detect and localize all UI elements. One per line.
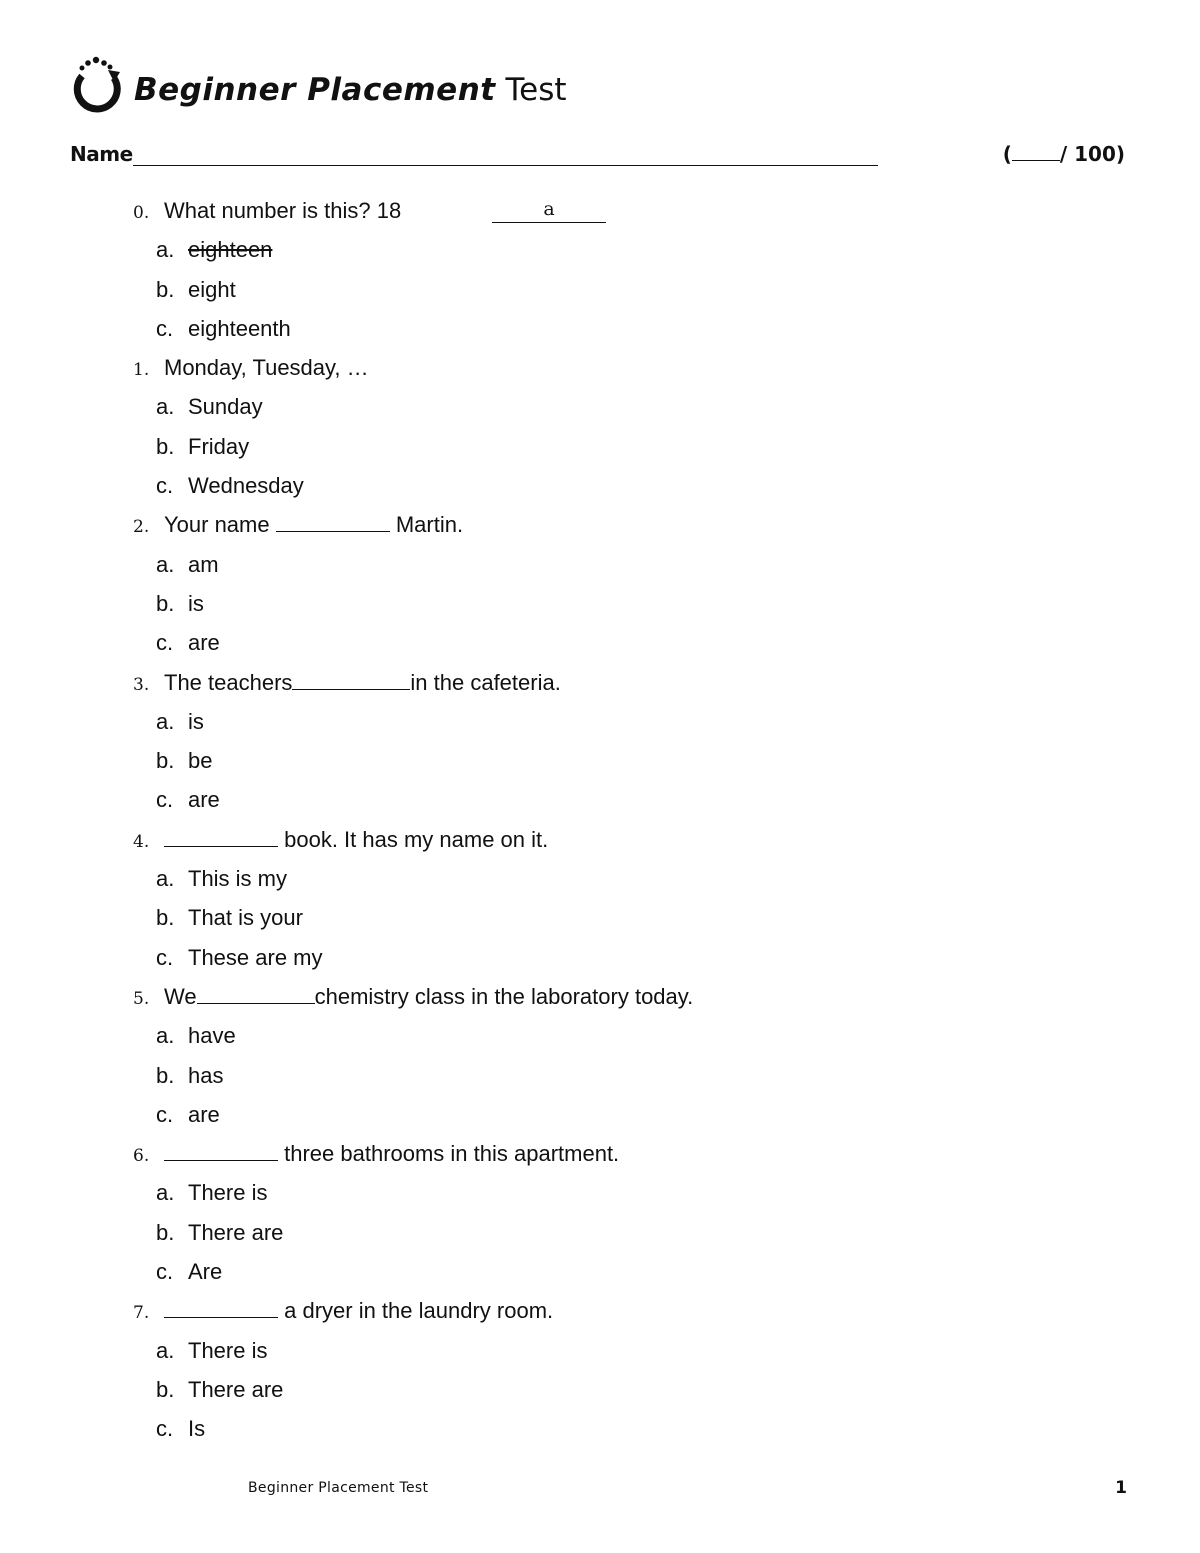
- option-text: Is: [188, 1416, 206, 1442]
- name-field[interactable]: [133, 165, 878, 166]
- option-letter: a.: [156, 1180, 175, 1206]
- question-text-after: book. It has my name on it.: [278, 826, 549, 852]
- option-0b[interactable]: [130, 275, 1130, 314]
- option-5b[interactable]: [130, 1061, 1130, 1100]
- question-number: 2.: [133, 517, 150, 538]
- question-text-after: three bathrooms in this apartment.: [278, 1141, 620, 1167]
- footer-title: Beginner Placement Test: [248, 1480, 429, 1496]
- question-7: [130, 1296, 1130, 1335]
- option-4a[interactable]: [130, 864, 1130, 903]
- option-letter: a.: [156, 237, 175, 263]
- question-text-after: chemistry class in the laboratory today.: [314, 983, 694, 1009]
- name-label: Name: [70, 142, 133, 166]
- option-7a[interactable]: [130, 1336, 1130, 1375]
- option-letter: a.: [156, 708, 175, 734]
- question-number: 3.: [133, 674, 150, 695]
- option-2c[interactable]: [130, 628, 1130, 667]
- option-6c[interactable]: [130, 1257, 1130, 1296]
- option-letter: a.: [156, 394, 175, 420]
- question-1: [130, 353, 1130, 392]
- page-title: [134, 72, 567, 108]
- option-1b[interactable]: [130, 432, 1130, 471]
- question-list: [130, 196, 1130, 1454]
- option-text: eighteen: [188, 237, 273, 263]
- question-text-after: in the cafeteria.: [410, 669, 561, 695]
- score-field[interactable]: [1012, 142, 1060, 161]
- question-3: [130, 668, 1130, 707]
- page-number: 1: [1115, 1478, 1127, 1498]
- question-number: 4.: [133, 831, 150, 852]
- question-text: What number is this? 18: [164, 198, 402, 223]
- fill-blank[interactable]: [197, 983, 315, 1004]
- option-text: Friday: [188, 433, 250, 459]
- question-number: 6.: [133, 1146, 150, 1167]
- question-text-after: a dryer in the laundry room.: [278, 1298, 554, 1324]
- option-2a[interactable]: [130, 550, 1130, 589]
- question-text-after: Martin.: [389, 512, 464, 538]
- question-number: 0.: [133, 203, 150, 223]
- option-letter: c.: [156, 787, 174, 813]
- option-text: Are: [188, 1259, 223, 1285]
- option-2b[interactable]: [130, 589, 1130, 628]
- option-text: There is: [188, 1180, 268, 1206]
- score-box: [1003, 142, 1125, 166]
- question-text-before: Your name: [164, 512, 270, 538]
- option-text: That is your: [188, 905, 303, 931]
- question-5: [130, 982, 1130, 1021]
- option-letter: a.: [156, 551, 175, 577]
- option-text: There is: [188, 1337, 268, 1363]
- fill-blank[interactable]: [292, 669, 410, 690]
- question-number: 1.: [133, 360, 150, 381]
- option-letter: c.: [156, 1101, 174, 1127]
- option-letter: b.: [156, 1376, 175, 1402]
- question-6: [130, 1139, 1130, 1178]
- option-letter: b.: [156, 748, 175, 774]
- option-text: is: [188, 708, 204, 734]
- option-6a[interactable]: [130, 1178, 1130, 1217]
- option-text: have: [188, 1023, 236, 1049]
- option-text: are: [188, 1101, 220, 1127]
- option-6b[interactable]: [130, 1218, 1130, 1257]
- question-text: Monday, Tuesday, …: [164, 355, 369, 381]
- question-text-before: We: [164, 983, 197, 1009]
- option-letter: a.: [156, 1337, 175, 1363]
- question-number: 7.: [133, 1303, 150, 1324]
- option-text: has: [188, 1062, 224, 1088]
- option-1c[interactable]: [130, 471, 1130, 510]
- option-3c[interactable]: [130, 785, 1130, 824]
- option-text: These are my: [188, 944, 323, 970]
- title-bold: Beginner Placement: [134, 72, 496, 108]
- option-4b[interactable]: [130, 903, 1130, 942]
- circular-arrow-icon: [68, 54, 124, 116]
- option-7b[interactable]: [130, 1375, 1130, 1414]
- option-letter: b.: [156, 905, 175, 931]
- option-letter: b.: [156, 590, 175, 616]
- question-2: [130, 510, 1130, 549]
- page-header: [68, 50, 768, 120]
- fill-blank[interactable]: [164, 1140, 278, 1161]
- answer-field[interactable]: a: [492, 196, 606, 223]
- fill-blank[interactable]: [164, 826, 278, 847]
- option-text: are: [188, 630, 220, 656]
- option-letter: c.: [156, 473, 174, 499]
- option-text: eight: [188, 276, 236, 302]
- question-text-before: The teachers: [164, 669, 293, 695]
- option-3a[interactable]: [130, 707, 1130, 746]
- option-text: There are: [188, 1376, 284, 1402]
- option-letter: a.: [156, 1023, 175, 1049]
- option-text: This is my: [188, 866, 287, 892]
- option-text: are: [188, 787, 220, 813]
- option-letter: a.: [156, 866, 175, 892]
- fill-blank[interactable]: [276, 511, 390, 532]
- question-number: 5.: [133, 988, 150, 1009]
- option-text: be: [188, 748, 213, 774]
- option-letter: b.: [156, 433, 175, 459]
- option-3b[interactable]: [130, 746, 1130, 785]
- question-0: [130, 196, 1130, 235]
- score-open: (: [1002, 142, 1012, 166]
- option-4c[interactable]: [130, 943, 1130, 982]
- option-text: am: [188, 551, 219, 577]
- option-5c[interactable]: [130, 1100, 1130, 1139]
- option-text: Wednesday: [188, 473, 304, 499]
- title-rest: Test: [505, 72, 567, 108]
- option-0a[interactable]: [130, 235, 1130, 274]
- option-5a[interactable]: [130, 1021, 1130, 1060]
- option-letter: c.: [156, 1416, 174, 1442]
- option-letter: c.: [156, 630, 174, 656]
- question-4: [130, 825, 1130, 864]
- score-total: / 100): [1059, 142, 1125, 166]
- option-text: is: [188, 590, 204, 616]
- option-letter: c.: [156, 1259, 174, 1285]
- option-letter: b.: [156, 276, 175, 302]
- option-0c[interactable]: [130, 314, 1130, 353]
- name-row: [70, 140, 1125, 170]
- option-text: There are: [188, 1219, 284, 1245]
- option-letter: b.: [156, 1219, 175, 1245]
- option-1a[interactable]: [130, 392, 1130, 431]
- option-text: eighteenth: [188, 315, 291, 341]
- fill-blank[interactable]: [164, 1297, 278, 1318]
- option-letter: c.: [156, 315, 174, 341]
- option-letter: c.: [156, 944, 174, 970]
- option-letter: b.: [156, 1062, 175, 1088]
- option-text: Sunday: [188, 394, 263, 420]
- option-7c[interactable]: [130, 1414, 1130, 1453]
